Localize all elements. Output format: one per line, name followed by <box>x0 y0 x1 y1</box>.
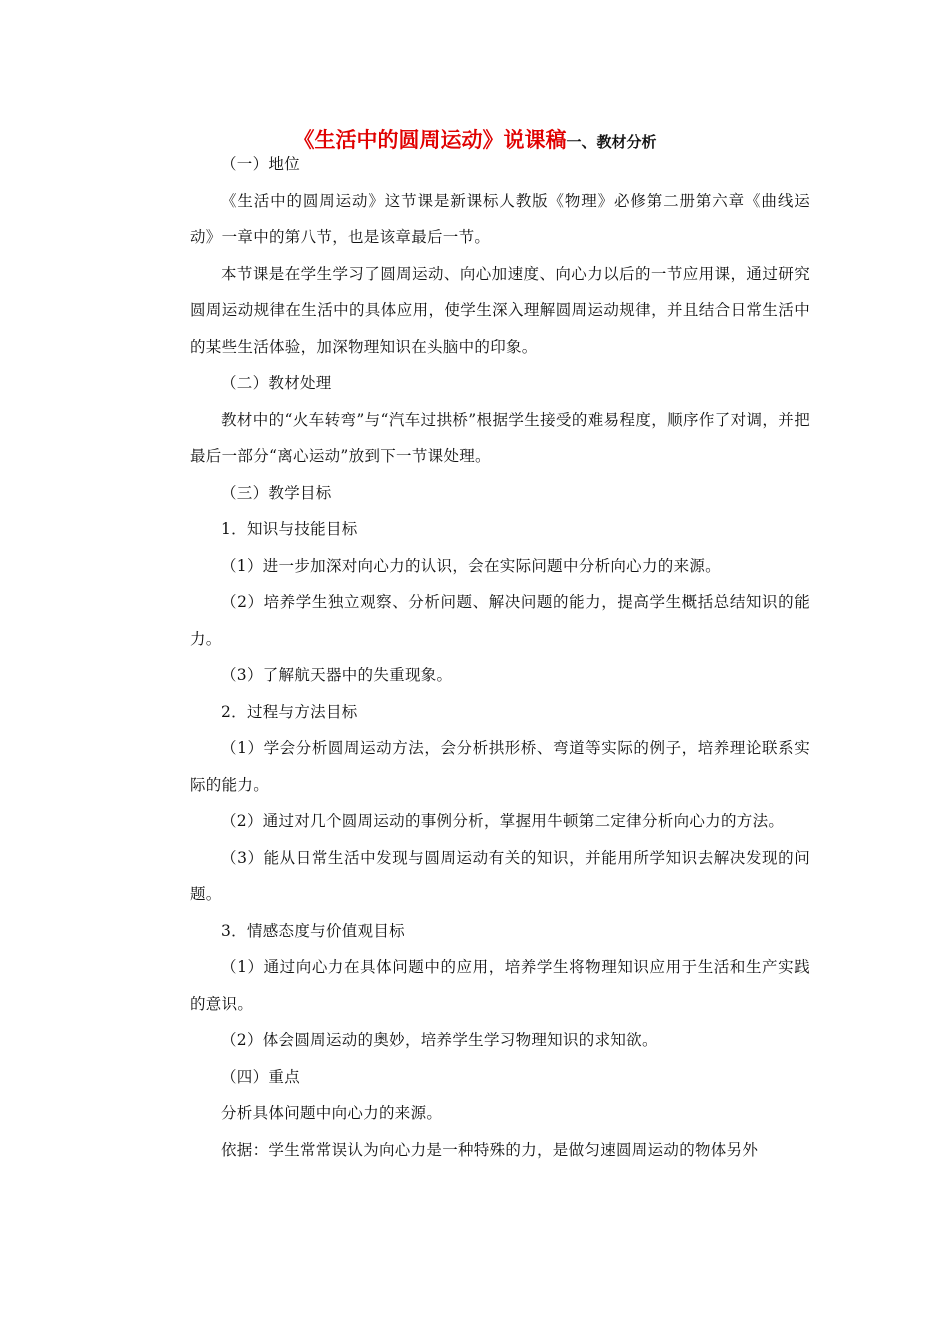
goal-heading-emotion-values: 3．情感态度与价值观目标 <box>221 921 405 940</box>
paragraph-position-text: 《生活中的圆周运动》这节课是新课标人教版《物理》必修第二册第六章《曲线运动》一章中的第八节，也是该章最后一节。 <box>190 191 810 246</box>
section-heading-teaching-material-analysis: 一、教材分析 <box>566 133 657 151</box>
paragraph-lesson-description: 本节课是在学生学习了圆周运动、向心加速度、向心力以后的一节应用课，通过研究圆周运动规律在生活中的具体应用，使学生深入理解圆周运动规律，并且结合日常生活中的某些生活体验，加深物理知识在头脑中的印象。 <box>190 264 810 356</box>
paragraph-basis: 依据：学生常常误认为向心力是一种特殊的力，是做匀速圆周运动的物体另外 <box>221 1140 759 1159</box>
paragraph-material-handling: 教材中的“火车转弯”与“汽车过拱桥”根据学生接受的难易程度，顺序作了对调，并把最后一部分“离心运动”放到下一节课处理。 <box>190 410 810 465</box>
subheading-key-points: （四）重点 <box>221 1067 301 1086</box>
goal-item: （3）了解航天器中的失重现象。 <box>221 666 453 684</box>
subheading-teaching-goals: （三）教学目标 <box>221 483 332 502</box>
goal-item: （1）通过向心力在具体问题中的应用，培养学生将物理知识应用于生活和生产实践的意识。 <box>190 958 810 1013</box>
goal-item: （1）学会分析圆周运动方法，会分析拱形桥、弯道等实际的例子，培养理论联系实际的能力。 <box>190 739 810 794</box>
goal-item: （1）进一步加深对向心力的认识，会在实际问题中分析向心力的来源。 <box>221 556 721 575</box>
goal-item: （2）培养学生独立观察、分析问题、解决问题的能力，提高学生概括总结知识的能力。 <box>190 593 810 648</box>
goal-heading-process-methods: 2．过程与方法目标 <box>221 702 358 721</box>
goal-item: （2）通过对几个圆周运动的事例分析，掌握用牛顿第二定律分析向心力的方法。 <box>221 812 785 830</box>
subheading-position: （一）地位 <box>221 155 301 173</box>
document-body <box>190 146 810 1168</box>
goal-item: （2）体会圆周运动的奥妙，培养学生学习物理知识的求知欲。 <box>221 1031 658 1049</box>
paragraph-key-point: 分析具体问题中向心力的来源。 <box>221 1104 443 1122</box>
document-title: 《生活中的圆周运动》说课稿 <box>293 128 567 152</box>
goal-item: （3）能从日常生活中发现与圆周运动有关的知识，并能用所学知识去解决发现的问题。 <box>190 848 810 903</box>
subheading-material-handling: （二）教材处理 <box>221 374 332 392</box>
goal-heading-knowledge-skills: 1．知识与技能目标 <box>221 520 358 538</box>
